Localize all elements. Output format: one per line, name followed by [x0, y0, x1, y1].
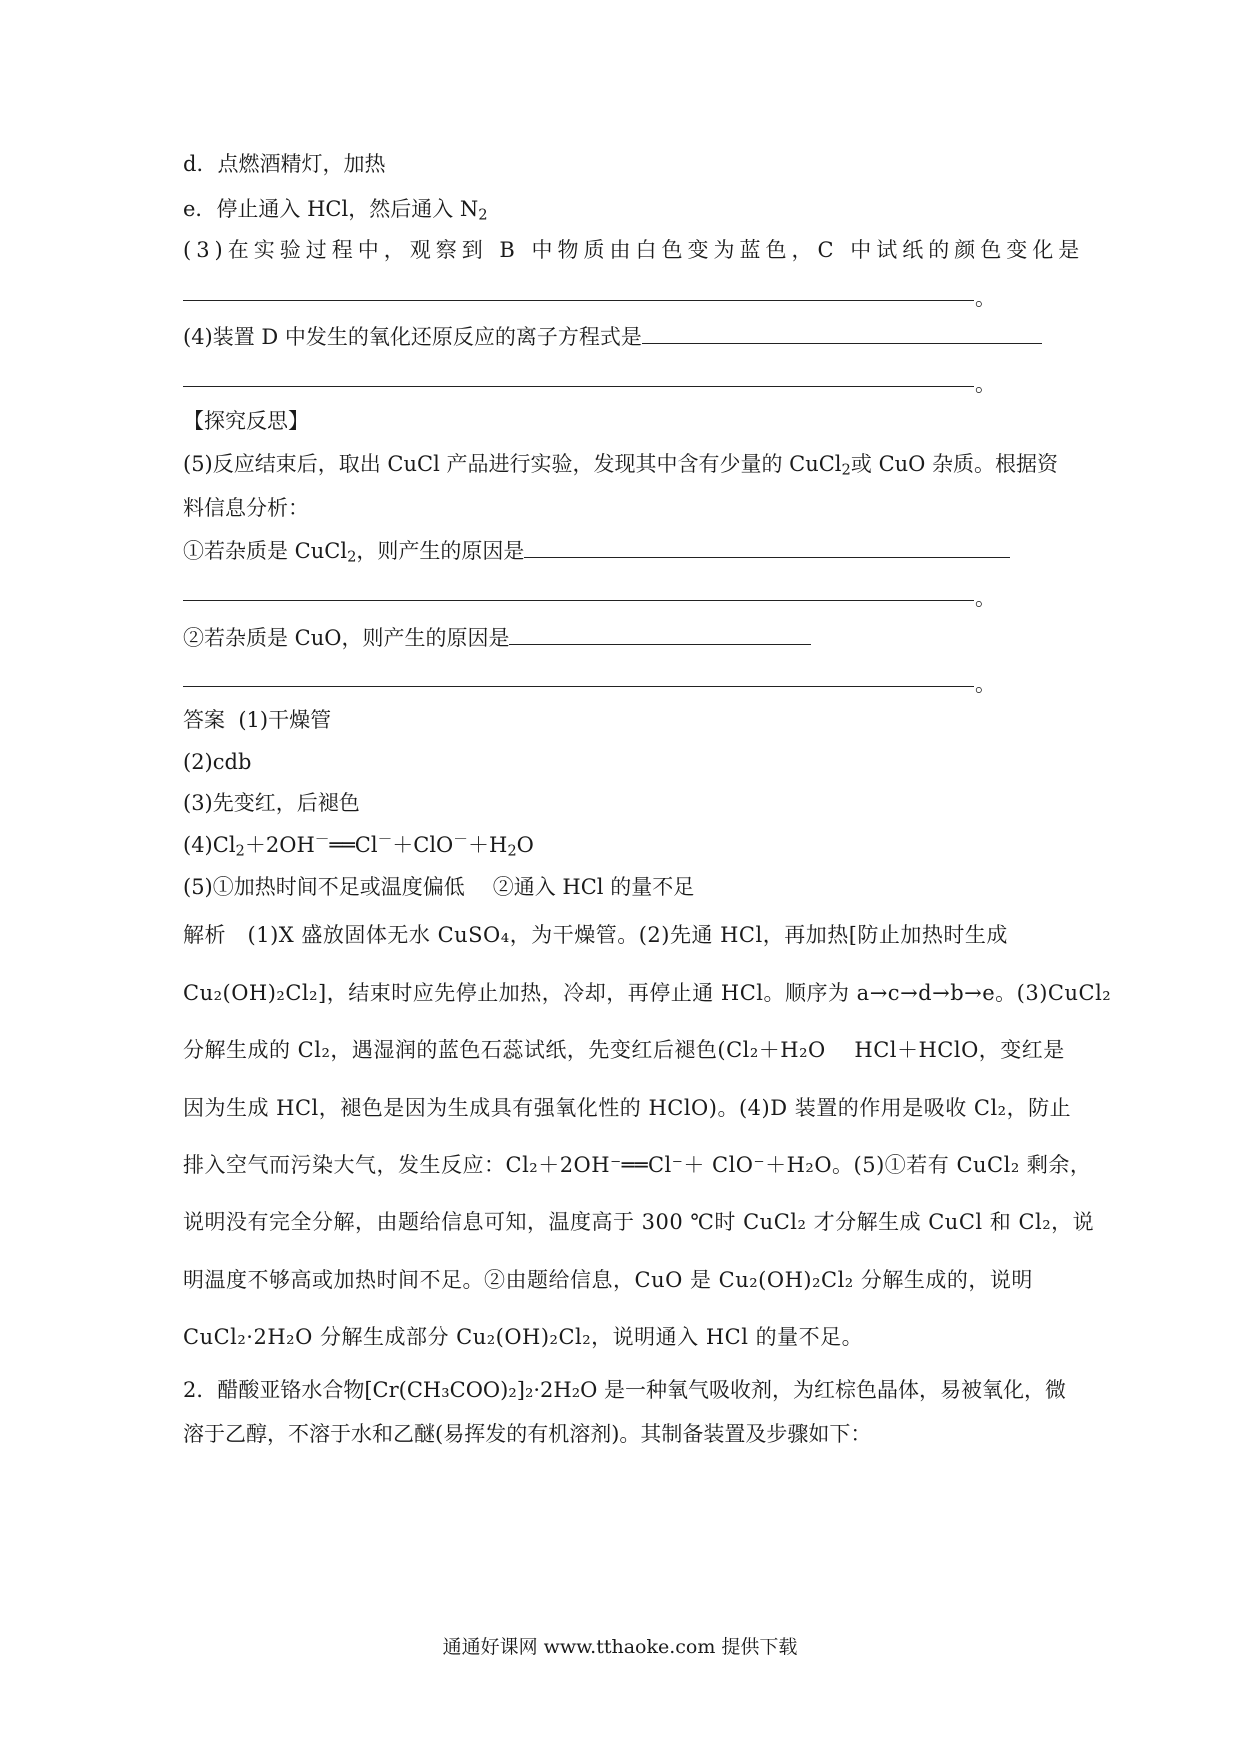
answer-3: (3)先变红，后褪色: [183, 791, 360, 815]
question-4: (4)装置 D 中发生的氧化还原反应的离子方程式是: [183, 323, 1042, 351]
answer-2: (2)cdb: [183, 750, 252, 774]
solution-line-3: 分解生成的 Cl₂，遇湿润的蓝色石蕊试纸，先变红后褪色(Cl₂＋H₂O HCl＋HClO，变红是: [183, 1038, 1065, 1062]
section-heading-reflection: 【探究反思】: [183, 409, 309, 433]
answer-1: 答案 (1)干燥管: [183, 708, 332, 732]
answer-label: 答案: [183, 708, 225, 732]
answer-blank-q5-2: [509, 626, 811, 645]
solution-line-4: 因为生成 HCl，褪色是因为生成具有强氧化性的 HClO)。(4)D 装置的作用是吸收 Cl₂，防止: [183, 1096, 1072, 1120]
period: 。: [975, 286, 996, 310]
answer-blank-q4-line2: [183, 386, 974, 387]
question-5-2: ②若杂质是 CuO，则产生的原因是: [183, 624, 811, 652]
answer-blank-q5-1: [524, 539, 1010, 558]
answer-blank-q4: [642, 325, 1042, 344]
solution-line-7: 明温度不够高或加热时间不足。②由题给信息，CuO 是 Cu₂(OH)₂Cl₂ 分解生成的，说明: [183, 1268, 1033, 1292]
period: 。: [975, 586, 996, 610]
question-3: (3)在实验过程中，观察到 B 中物质由白色变为蓝色，C 中试纸的颜色变化是: [183, 238, 1085, 262]
solution-line-5: 排入空气而污染大气，发生反应：Cl₂＋2OH⁻══Cl⁻＋ ClO⁻＋H₂O。(5)①若有 CuCl₂ 剩余，: [183, 1153, 1092, 1177]
answer-blank-q5-1-line2: [183, 600, 974, 601]
question-5-1: ①若杂质是 CuCl$_2$，则产生的原因是: [183, 537, 1010, 565]
step-d: d．点燃酒精灯，加热: [183, 152, 386, 176]
question-2-line2: 溶于乙醇，不溶于水和乙醚(易挥发的有机溶剂)。其制备装置及步骤如下：: [183, 1422, 872, 1446]
question-5-line2: 料信息分析：: [183, 496, 309, 520]
answer-blank-q3: [183, 300, 974, 301]
answer-4: $(4)Cl_2+2OH^-══Cl^-+ClO^-+H_2O$: [183, 830, 534, 860]
step-e: e．停止通入 HCl，然后通入 $N_2$: [183, 197, 488, 224]
answer-blank-q5-2-line2: [183, 686, 974, 687]
solution-line-1: 解析 (1)X 盛放固体无水 CuSO₄，为干燥管。(2)先通 HCl，再加热[防止加热时生成: [183, 923, 1008, 947]
solution-line-2: Cu₂(OH)₂Cl₂]，结束时应先停止加热，冷却，再停止通 HCl。顺序为 a→c→d→b→e。(3)CuCl₂: [183, 981, 1112, 1005]
question-2-line1: 2．醋酸亚铬水合物[Cr(CH₃COO)₂]₂·2H₂O 是一种氧气吸收剂，为红棕色晶体，易被氧化，微: [183, 1378, 1067, 1402]
period: 。: [975, 672, 996, 696]
question-5-line1: (5)反应结束后，取出 CuCl 产品进行实验，发现其中含有少量的 CuCl$_2$或 CuO 杂质。根据资: [183, 452, 1059, 479]
page-footer: 通通好课网 www.tthaoke.com 提供下载: [442, 1636, 798, 1658]
period: 。: [975, 372, 996, 396]
solution-label: 解析: [183, 923, 226, 947]
solution-line-8: CuCl₂·2H₂O 分解生成部分 Cu₂(OH)₂Cl₂，说明通入 HCl 的量不足。: [183, 1325, 864, 1349]
solution-line-6: 说明没有完全分解，由题给信息可知，温度高于 300 ℃时 CuCl₂ 才分解生成 CuCl 和 Cl₂，说: [183, 1210, 1095, 1234]
answer-5: (5)①加热时间不足或温度偏低 ②通入 HCl 的量不足: [183, 875, 695, 899]
